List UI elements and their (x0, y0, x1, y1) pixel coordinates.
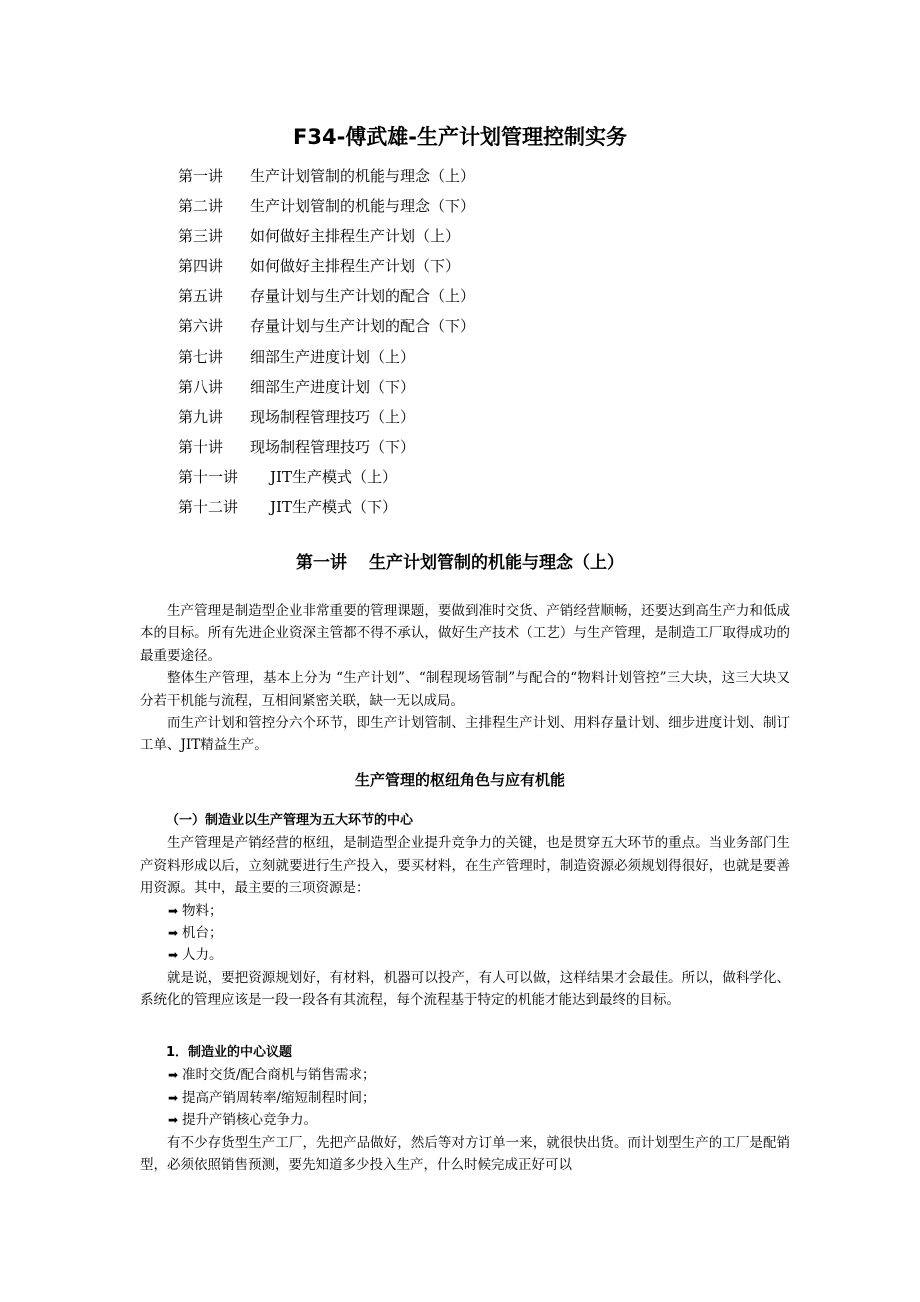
table-of-contents (178, 161, 475, 522)
bullet-text: 人力。 (182, 947, 223, 964)
toc-item-number: 第八讲 (178, 377, 224, 396)
toc-item (178, 221, 475, 251)
subsection-center (140, 810, 790, 1012)
subsection-heading: （一）制造业以生产管理为五大环节的中心 (166, 813, 414, 828)
toc-item (178, 251, 475, 281)
toc-item-label: JIT生产模式（下） (270, 498, 397, 517)
toc-item (178, 161, 475, 191)
toc-item-label: 现场制程管理技巧（下） (250, 437, 416, 456)
toc-item-label: 生产计划管制的机能与理念（上） (250, 167, 476, 185)
toc-item-number: 第一讲 (178, 167, 224, 185)
section-title: 生产管理的枢纽角色与应有机能 (354, 771, 565, 789)
toc-item (178, 372, 475, 402)
toc-item-number: 第四讲 (178, 257, 224, 276)
bullet-text: 准时交货/配合商机与销售需求； (182, 1067, 376, 1084)
subsection-paragraph: 有不少存货型生产工厂，先把产品做好，然后等对方订单一来，就很快出货。而计划型生产的工厂是配销型，必须依照销售预测，要先知道多少投入生产，什么时候完成正好可以 (140, 1134, 790, 1174)
bullet-text: 物料； (182, 902, 223, 919)
arrow-right-icon: ➡ (168, 926, 179, 941)
subsection-paragraph: 生产管理是产销经营的枢纽，是制造型企业提升竞争力的关键，也是贯穿五大环节的重点。当业务部门生产资料形成以后，立刻就要进行生产投入，要买材料，在生产管理时，制造资源必须规划得很好，也就是要善用资源。其中，最主要的三项资源是： (140, 835, 790, 897)
toc-item-number: 第十一讲 (178, 467, 239, 486)
toc-item (178, 462, 475, 492)
lecture-title: 生产计划管制的机能与理念（上） (369, 553, 624, 573)
toc-item (178, 342, 475, 372)
toc-item-label: 现场制程管理技巧（上） (250, 407, 416, 426)
toc-item-label: 细部生产进度计划（下） (250, 377, 416, 396)
arrow-right-icon: ➡ (168, 903, 179, 918)
toc-item-label: 如何做好主排程生产计划（上） (250, 227, 461, 246)
toc-item-label: 如何做好主排程生产计划（下） (250, 257, 461, 276)
bullet-item (140, 900, 790, 922)
toc-item-number: 第七讲 (178, 347, 224, 366)
toc-item (178, 402, 475, 432)
arrow-right-icon: ➡ (168, 1068, 179, 1083)
toc-item-label: 存量计划与生产计划的配合（下） (250, 317, 476, 336)
toc-item (178, 191, 475, 221)
toc-item (178, 311, 475, 341)
toc-item-label: 存量计划与生产计划的配合（上） (250, 287, 476, 306)
bullet-text: 机台； (182, 925, 223, 942)
toc-item-number: 第十讲 (178, 437, 224, 456)
intro-paragraph: 而生产计划和管控分六个环节，即生产计划管制、主排程生产计划、用料存量计划、细步进度计划、制订工单、JIT精益生产。 (140, 715, 790, 754)
bullet-item (140, 1064, 790, 1086)
intro-paragraph: 整体生产管理，基本上分为 “生产计划”、“制程现场管制”与配合的“物料计划管控”三大块，这三大块又分若干机能与流程，互相间紧密关联，缺一无以成局。 (140, 670, 790, 709)
intro-paragraph: 生产管理是制造型企业非常重要的管理课题，要做到准时交货、产销经营顺畅，还要达到高生产力和低成本的目标。所有先进企业资深主管都不得不承认，做好生产技术（工艺）与生产管理，是制造工厂取得成功的最重要途径。 (140, 603, 790, 664)
toc-item (178, 281, 475, 311)
bullet-text: 提高产销周转率/缩短制程时间； (182, 1089, 376, 1106)
toc-item-number: 第九讲 (178, 407, 224, 426)
toc-item-number: 第三讲 (178, 227, 224, 246)
subsection-heading: 1．制造业的中心议题 (166, 1045, 293, 1060)
bullet-item (140, 1109, 790, 1131)
toc-item (178, 492, 475, 522)
intro-section (140, 600, 790, 757)
toc-item-number: 第二讲 (178, 197, 224, 216)
bullet-text: 提升产销核心竞争力。 (182, 1112, 317, 1129)
toc-item-number: 第六讲 (178, 317, 224, 336)
arrow-right-icon: ➡ (168, 1090, 179, 1105)
toc-item-label: 细部生产进度计划（上） (250, 347, 416, 366)
bullet-item (140, 944, 790, 966)
toc-item-number: 第五讲 (178, 287, 224, 306)
toc-item-label: JIT生产模式（上） (270, 467, 397, 486)
bullet-item (140, 922, 790, 944)
document-title: F34-傅武雄-生产计划管理控制实务 (293, 125, 627, 149)
toc-item (178, 432, 475, 462)
subsection-manufacturing-topics (140, 1042, 790, 1176)
bullet-item (140, 1087, 790, 1109)
arrow-right-icon: ➡ (168, 1113, 179, 1128)
lecture-heading (0, 549, 920, 577)
toc-item-label: 生产计划管制的机能与理念（下） (250, 197, 476, 216)
subsection-closing-paragraph: 就是说，要把资源规划好，有材料，机器可以投产，有人可以做，这样结果才会最佳。所以，做科学化、系统化的管理应该是一段一段各有其流程，每个流程基于特定的机能才能达到最终的目标。 (140, 969, 790, 1009)
lecture-number: 第一讲 (296, 553, 347, 573)
arrow-right-icon: ➡ (168, 948, 179, 963)
toc-item-number: 第十二讲 (178, 498, 239, 517)
